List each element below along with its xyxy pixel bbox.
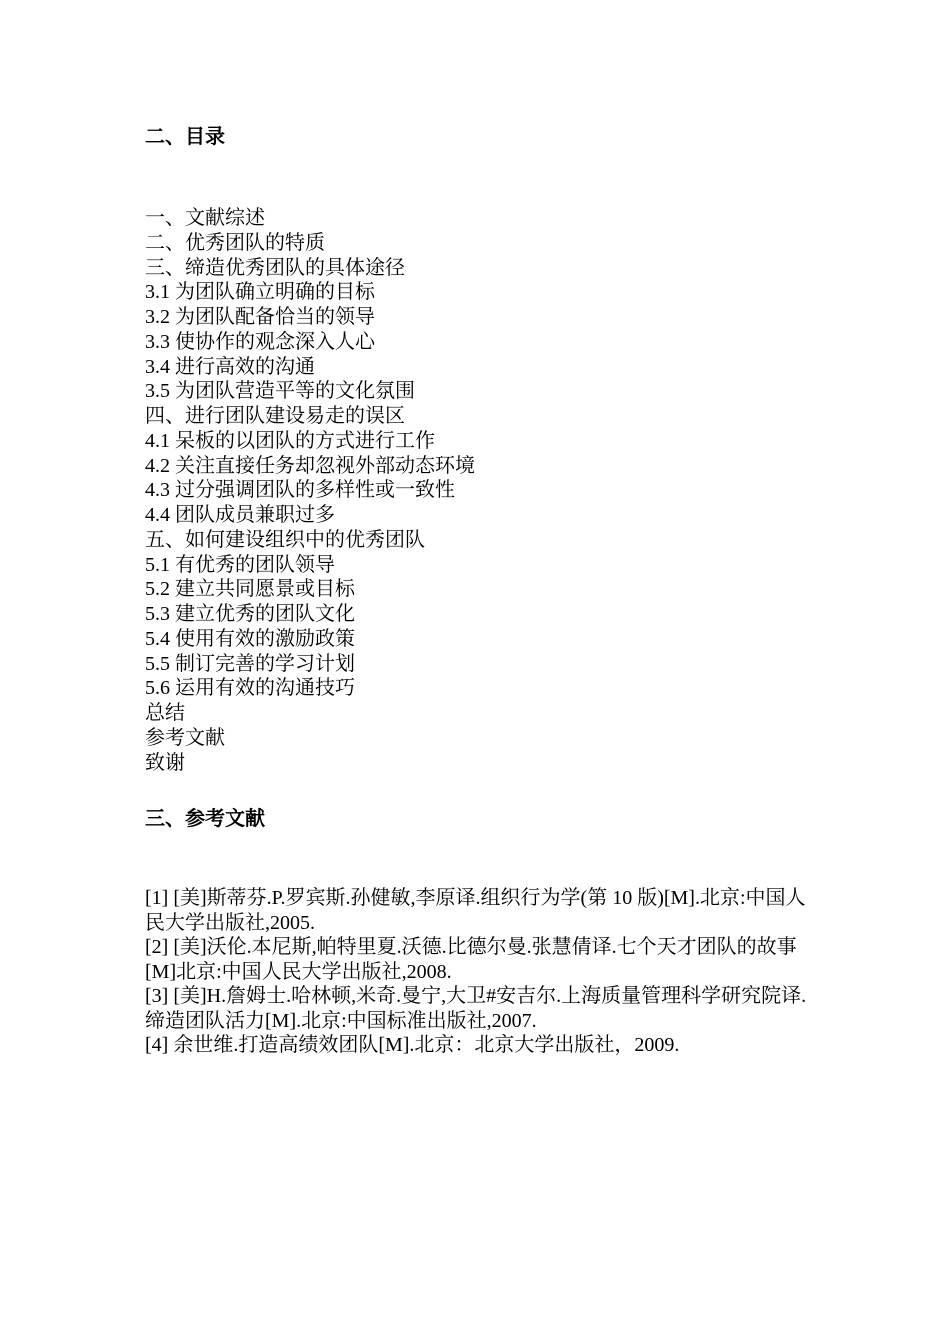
toc-item: 三、缔造优秀团队的具体途径 (145, 256, 405, 279)
toc-heading: 二、目录 (145, 124, 225, 148)
toc-item: 5.4 使用有效的激励政策 (145, 627, 355, 650)
toc-item: 四、进行团队建设易走的误区 (145, 405, 405, 427)
toc-item: 3.2 为团队配备恰当的领导 (145, 306, 375, 328)
reference-item: [3] [美]H.詹姆士.哈林顿,米奇.曼宁,大卫#安吉尔.上海质量管理科学研究院译.缔造团队活力[M].北京:中国标准出版社,2007. (145, 985, 807, 1032)
toc-item: 3.3 使协作的观念深入人心 (145, 330, 375, 353)
toc-item: 二、优秀团队的特质 (145, 231, 325, 254)
toc-item: 五、如何建设组织中的优秀团队 (145, 528, 425, 551)
toc-item: 3.5 为团队营造平等的文化氛围 (145, 380, 415, 403)
toc-item: 5.5 制订完善的学习计划 (145, 652, 355, 675)
toc-item: 5.1 有优秀的团队领导 (145, 553, 335, 576)
toc-list (145, 206, 475, 775)
toc-item: 5.2 建立共同愿景或目标 (145, 578, 355, 601)
reference-item: [1] [美]斯蒂芬.P.罗宾斯.孙健敏,李原译.组织行为学(第 10 版)[M].北京:中国人民大学出版社,2005. (145, 887, 806, 934)
toc-item: 4.2 关注直接任务却忽视外部动态环境 (145, 454, 475, 477)
toc-item: 一、文献综述 (145, 207, 265, 229)
reference-item: [4] 余世维.打造高绩效团队[M].北京：北京大学出版社，2009. (145, 1034, 680, 1056)
toc-item: 4.3 过分强调团队的多样性或一致性 (145, 479, 455, 502)
toc-item: 3.1 为团队确立明确的目标 (145, 281, 375, 304)
toc-item: 总结 (145, 702, 185, 724)
references-list (145, 886, 820, 1058)
toc-item: 4.1 呆板的以团队的方式进行工作 (145, 429, 435, 452)
references-heading: 三、参考文献 (145, 806, 265, 830)
toc-item: 参考文献 (145, 726, 225, 749)
toc-item: 致谢 (145, 751, 185, 774)
toc-item: 3.4 进行高效的沟通 (145, 355, 315, 378)
reference-item: [2] [美]沃伦.本尼斯,帕特里夏.沃德.比德尔曼.张慧倩译.七个天才团队的故事[M]北京:中国人民大学出版社,2008. (145, 936, 797, 983)
toc-item: 5.6 运用有效的沟通技巧 (145, 677, 355, 700)
toc-item: 4.4 团队成员兼职过多 (145, 504, 335, 526)
toc-item: 5.3 建立优秀的团队文化 (145, 603, 355, 625)
